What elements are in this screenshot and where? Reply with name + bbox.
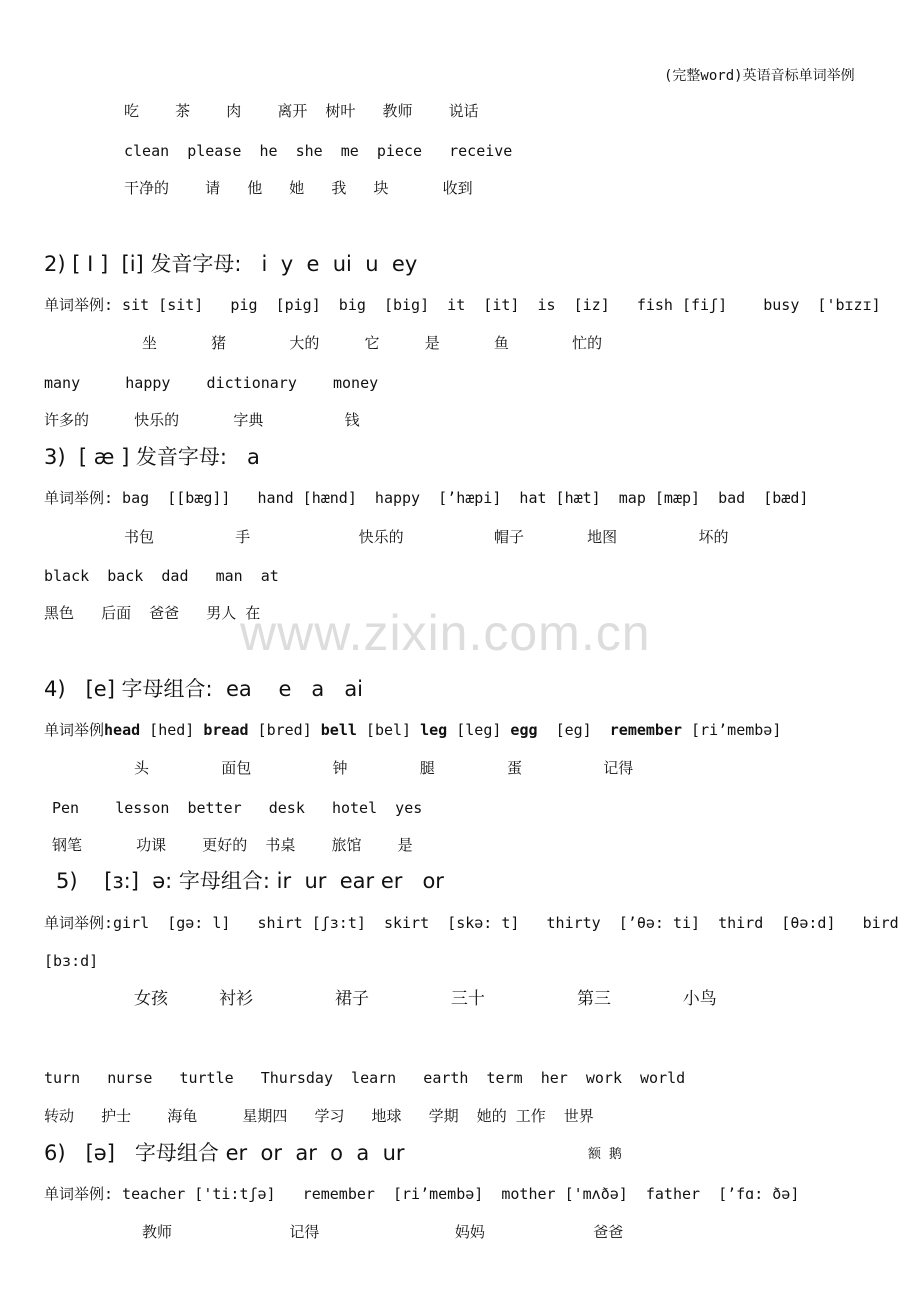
word: head (104, 721, 141, 739)
s3-english: black back dad man at (44, 567, 279, 585)
word: egg (510, 721, 538, 739)
s1-chinese-line-2: 干净的 请 他 她 我 块 收到 (124, 179, 473, 197)
s6-extra: 额 鹅 (588, 1147, 622, 1162)
watermark: www.zixin.com.cn (240, 605, 651, 661)
page-header: (完整word)英语音标单词举例 (664, 68, 855, 84)
s6-examples: 单词举例: teacher ['ti:tʃə] remember [ri’membə] mother ['mʌðə] father [’fɑ: ðə] (44, 1185, 800, 1203)
s6-title: 6) [ə] 字母组合 er or ar o a ur (44, 1141, 405, 1165)
s2-title: 2) [ I ] [i] 发音字母: i y e ui u ey (44, 252, 418, 276)
s5-examples: 单词举例:girl [gə: l] shirt [ʃɜ:t] skirt [skə: t] thirty [’θə: ti] third [θə:d] bird (44, 914, 899, 932)
s4-title: 4) [e] 字母组合: ea e a ai (44, 677, 364, 701)
s1-chinese-line: 吃 茶 肉 离开 树叶 教师 说话 (124, 102, 479, 120)
phonetic: [leg] (447, 721, 511, 739)
phonetic: [bred] (248, 721, 321, 739)
s4-examples (44, 720, 781, 740)
s3-title: 3) [ æ ] 发音字母: a (44, 445, 260, 469)
phonetic: [ri’membə] (682, 721, 782, 739)
word: leg (420, 721, 448, 739)
s3-chinese: 书包 手 快乐的 帽子 地图 坏的 (124, 528, 729, 546)
s2-examples: 单词举例: sit [sit] pig [pig] big [big] it [it] is [iz] fish [fiʃ] busy ['bɪzɪ] (44, 296, 881, 314)
s4-chinese-2: 钢笔 功课 更好的 书桌 旅馆 是 (52, 836, 413, 854)
s2-english: many happy dictionary money (44, 374, 379, 392)
s2-chinese-2: 许多的 快乐的 字典 钱 (44, 411, 360, 429)
s6-chinese: 教师 记得 妈妈 爸爸 (142, 1223, 624, 1241)
phonetic: [eg] (537, 721, 610, 739)
s5-english: turn nurse turtle Thursday learn earth term her work world (44, 1069, 686, 1087)
s5-chinese-2: 转动 护士 海龟 星期四 学习 地球 学期 她的 工作 世界 (44, 1107, 594, 1125)
s4-english: Pen lesson better desk hotel yes (52, 799, 423, 817)
s4-chinese: 头 面包 钟 腿 蛋 记得 (134, 759, 634, 777)
s5-chinese: 女孩 衬衫 裙子 三十 第三 小鸟 (134, 989, 717, 1009)
s4-example-label: 单词举例 (44, 721, 105, 739)
s5-examples-2: [bɜ:d] (44, 952, 99, 970)
s1-english-line: clean please he she me piece receive (124, 142, 513, 160)
s3-examples: 单词举例: bag [[bæg]] hand [hænd] happy [’hæpi] hat [hæt] map [mæp] bad [bæd] (44, 489, 809, 507)
s2-chinese: 坐 猪 大的 它 是 鱼 忙的 (142, 334, 603, 352)
word: bell (320, 721, 357, 739)
word: remember (609, 721, 683, 739)
phonetic: [bel] (356, 721, 421, 739)
s3-chinese-2: 黑色 后面 爸爸 男人 在 (44, 604, 261, 622)
phonetic: [hed] (140, 721, 204, 739)
word: bread (203, 721, 249, 739)
s5-title: 5) [ɜ:] ə: 字母组合: ir ur ear er or (56, 869, 444, 893)
